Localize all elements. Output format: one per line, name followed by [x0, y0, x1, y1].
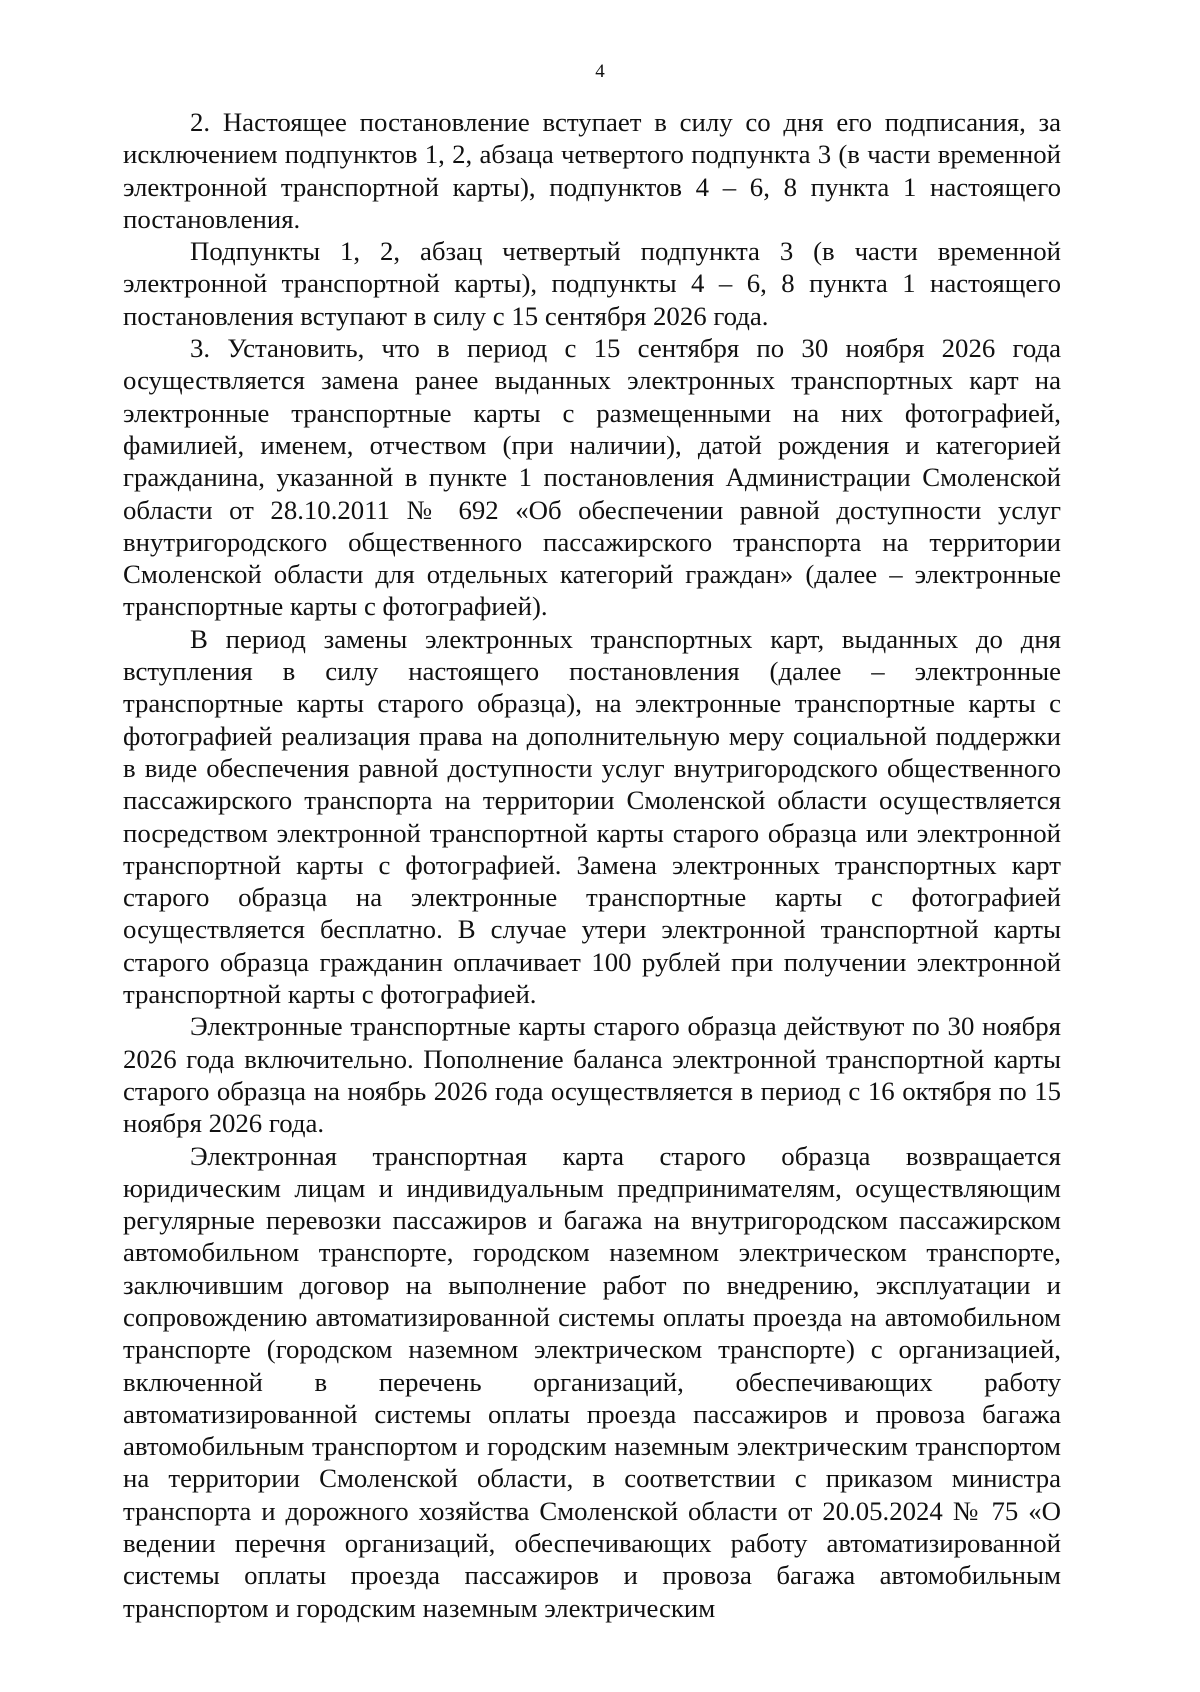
page-number: 4 [595, 61, 605, 82]
document-body [123, 106, 1061, 1624]
paragraph-subpoints-effective: Подпункты 1, 2, абзац четвертый подпункта 3 (в части временной электронной транспортной карты), подпункты 4 – 6, 8 пункта 1 настоящего постановления вступают в силу с 15 сентября 2026 года. [123, 236, 1061, 331]
paragraph-old-cards-validity: Электронные транспортные карты старого образца действуют по 30 ноября 2026 года включительно. Пополнение баланса электронной транспортной карты старого образца на ноябрь 2026 года осуществляется в период с 16 октября по 15 ноября 2026 года. [123, 1011, 1061, 1139]
paragraph-old-card-return: Электронная транспортная карта старого образца возвращается юридическим лицам и индивидуальным предпринимателям, осуществляющим регулярные перевозки пассажиров и багажа на внутригородском пассажирском автомобильном транспорте, городском наземном электрическом транспорте, заключившим договор на выполнение работ по внедрению, эксплуатации и сопровождению автоматизированной системы оплаты проезда на автомобильном транспорте (городском наземном электрическом транспорте) с организацией, включенной в перечень организаций, обеспечивающих работу автоматизированной системы оплаты проезда пассажиров и провоза багажа автомобильным транспортом и городским наземным электрическим транспортом на территории Смоленской области, в соответствии с приказом министра транспорта и дорожного хозяйства Смоленской области от 20.05.2024 № 75 «О ведении перечня организаций, обеспечивающих работу автоматизированной системы оплаты проезда пассажиров и провоза багажа автомобильным транспортом и городским наземным электрическим [123, 1140, 1061, 1623]
paragraph-effective-date: 2. Настоящее постановление вступает в силу со дня его подписания, за исключением подпунктов 1, 2, абзаца четвертого подпункта 3 (в части временной электронной транспортной карты), подпунктов 4 – 6, 8 пункта 1 настоящего постановления. [123, 107, 1061, 234]
paragraph-replacement-period: В период замены электронных транспортных карт, выданных до дня вступления в силу настоящего постановления (далее – электронные транспортные карты старого образца), на электронные транспортные карты с фотографией реализация права на дополнительную меру социальной поддержки в виде обеспечения равной доступности услуг внутригородского общественного пассажирского транспорта на территории Смоленской области осуществляется посредством электронной транспортной карты старого образца или электронной транспортной карты с фотографией. Замена электронных транспортных карт старого образца на электронные транспортные карты с фотографией осуществляется бесплатно. В случае утери электронной транспортной карты старого образца гражданин оплачивает 100 рублей при получении электронной транспортной карты с фотографией. [123, 623, 1061, 1010]
paragraph-card-replacement: 3. Установить, что в период с 15 сентября по 30 ноября 2026 года осуществляется замена ранее выданных электронных транспортных карт на электронные транспортные карты с размещенными на них фотографией, фамилией, именем, отчеством (при наличии), датой рождения и категорией гражданина, указанной в пункте 1 постановления Администрации Смоленской области от 28.10.2011 № 692 «Об обеспечении равной доступности услуг внутригородского общественного пассажирского транспорта на территории Смоленской области для отдельных категорий граждан» (далее – электронные транспортные карты с фотографией). [123, 333, 1061, 622]
